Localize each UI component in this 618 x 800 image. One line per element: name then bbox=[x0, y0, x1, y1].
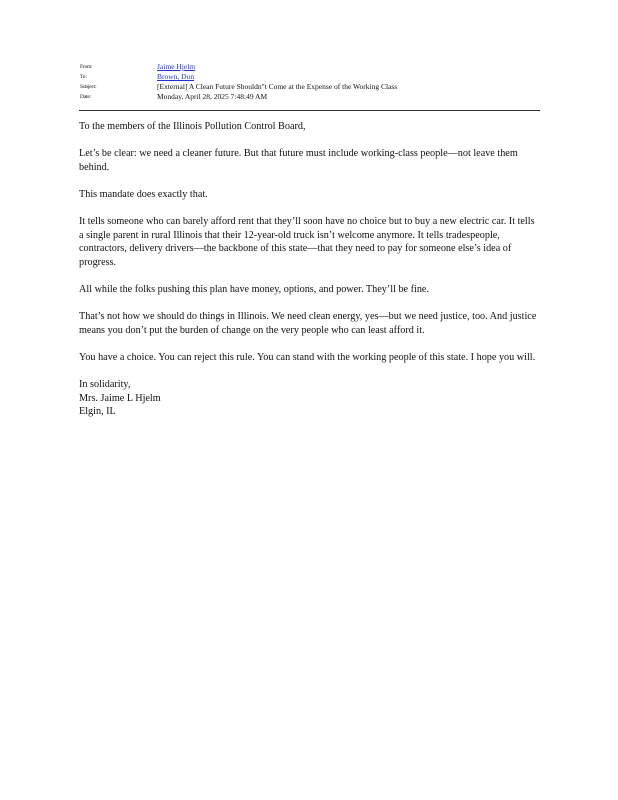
email-body bbox=[79, 120, 537, 419]
header-subject-row bbox=[80, 82, 540, 92]
header-date-row bbox=[80, 92, 540, 102]
to-label: To: bbox=[80, 74, 87, 80]
date-value: Monday, April 28, 2025 7:48:49 AM bbox=[157, 92, 268, 101]
to-recipient-link[interactable]: Brown, Don bbox=[157, 72, 195, 81]
date-label: Date: bbox=[80, 94, 91, 100]
body-paragraph: Let’s be clear: we need a cleaner future. But that future must include working-class people—not leave them behind. bbox=[79, 148, 518, 173]
salutation: To the members of the Illinois Pollution Control Board, bbox=[79, 121, 306, 132]
body-paragraph: That’s not how we should do things in Illinois. We need clean energy, yes—but we need justice, too. And justice means you don’t put the burden of change on the very people who can least afford it. bbox=[79, 311, 537, 336]
body-paragraph: This mandate does exactly that. bbox=[79, 188, 208, 200]
signature-block bbox=[79, 378, 537, 419]
email-header bbox=[80, 62, 540, 102]
body-paragraph: It tells someone who can barely afford rent that they’ll soon have no choice but to buy a new electric car. It tells a single parent in rural Illinois that their 12-year-old truck isn’t welcome anymore. It tells tradespeople, contractors, delivery drivers—the backbone of this state—that they need to pay for someone else’s idea of progress. bbox=[79, 216, 535, 268]
body-paragraph: All while the folks pushing this plan have money, options, and power. They’ll be fine. bbox=[79, 284, 429, 296]
header-from-row bbox=[80, 62, 540, 72]
signature-location: Elgin, IL bbox=[79, 406, 116, 418]
subject-value: [External] A Clean Future Shouldn"t Come at the Expense of the Working Class bbox=[157, 82, 398, 91]
header-divider bbox=[79, 110, 540, 111]
from-sender-link[interactable]: Jaime Hjelm bbox=[157, 62, 196, 71]
header-to-row bbox=[80, 72, 540, 82]
from-label: From: bbox=[80, 64, 93, 70]
closing: In solidarity, bbox=[79, 379, 131, 391]
signature-name: Mrs. Jaime L Hjelm bbox=[79, 392, 161, 404]
subject-label: Subject: bbox=[80, 84, 97, 90]
body-paragraph: You have a choice. You can reject this rule. You can stand with the working people of this state. I hope you will. bbox=[79, 352, 536, 364]
